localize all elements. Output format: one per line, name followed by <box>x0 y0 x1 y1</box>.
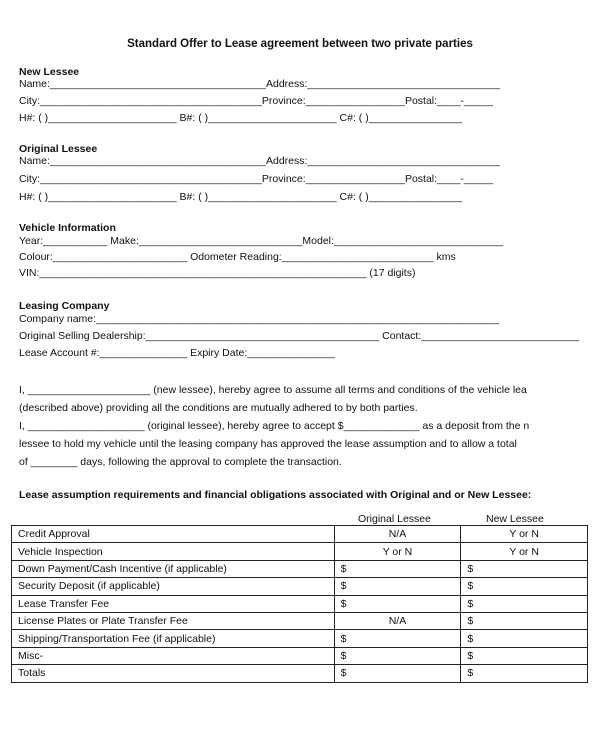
document-title: Standard Offer to Lease agreement between two private parties <box>127 38 473 50</box>
vehicle-info-heading: Vehicle Information <box>19 222 116 234</box>
requirement-label: Misc- <box>12 647 335 664</box>
requirement-label: Shipping/Transportation Fee (if applicable) <box>12 630 335 647</box>
table-row <box>12 612 588 629</box>
original-lessee-cell[interactable]: N/A <box>334 612 461 629</box>
original-lessee-cell[interactable]: $ <box>334 578 461 595</box>
column-header-original-lessee: Original Lessee <box>358 513 431 525</box>
vehicle-year-make-model-line[interactable]: Year:___________ Make:____________________________Model:_____________________________ <box>19 235 504 247</box>
original-lessee-name-address-line[interactable]: Name:_____________________________________Address:_________________________________ <box>19 155 501 167</box>
table-row <box>12 560 588 577</box>
requirements-heading: Lease assumption requirements and financial obligations associated with Original and or New Lessee: <box>19 489 532 501</box>
agreement-original-lessee-line-3[interactable]: of ________ days, following the approval to complete the transaction. <box>19 456 342 468</box>
new-lessee-cell[interactable]: $ <box>461 578 588 595</box>
agreement-original-lessee-line-2: lessee to hold my vehicle until the leasing company has approved the lease assumption and to allow a total <box>19 438 517 450</box>
original-lessee-cell[interactable]: $ <box>334 560 461 577</box>
original-lessee-cell[interactable]: $ <box>334 630 461 647</box>
new-lessee-cell[interactable]: $ <box>461 665 588 682</box>
table-row <box>12 630 588 647</box>
new-lessee-cell[interactable]: $ <box>461 595 588 612</box>
original-lessee-cell[interactable]: $ <box>334 665 461 682</box>
lease-account-expiry-line[interactable]: Lease Account #:_______________ Expiry Date:_______________ <box>19 347 335 359</box>
new-lessee-city-province-postal-line[interactable]: City:______________________________________Province:_________________Postal:____-_____ <box>19 95 494 107</box>
new-lessee-cell[interactable]: Y or N <box>461 543 588 560</box>
agreement-new-lessee-line-1[interactable]: I, _____________________ (new lessee), hereby agree to assume all terms and conditions of the vehicle lea <box>19 384 527 396</box>
table-row <box>12 647 588 664</box>
dealership-contact-line[interactable]: Original Selling Dealership:________________________________________ Contact:___________________________ <box>19 330 579 342</box>
original-lessee-phone-line[interactable]: H#: ( )______________________ B#: ( )______________________ C#: ( )________________ <box>19 191 463 203</box>
vehicle-vin-line[interactable]: VIN:________________________________________________________ (17 digits) <box>19 267 416 279</box>
original-lessee-cell[interactable]: $ <box>334 647 461 664</box>
new-lessee-cell[interactable]: $ <box>461 630 588 647</box>
requirement-label: Lease Transfer Fee <box>12 595 335 612</box>
original-lessee-cell[interactable]: $ <box>334 595 461 612</box>
column-header-new-lessee: New Lessee <box>486 513 544 525</box>
table-row <box>12 595 588 612</box>
leasing-company-heading: Leasing Company <box>19 300 110 312</box>
requirement-label: Credit Approval <box>12 526 335 543</box>
requirement-label: Vehicle Inspection <box>12 543 335 560</box>
vehicle-colour-odometer-line[interactable]: Colour:_______________________ Odometer Reading:__________________________ kms <box>19 251 456 263</box>
agreement-new-lessee-line-2: (described above) providing all the conditions are mutually adhered to by both parties. <box>19 402 418 414</box>
new-lessee-cell[interactable]: $ <box>461 647 588 664</box>
requirements-table <box>11 525 588 683</box>
table-row <box>12 526 588 543</box>
original-lessee-cell[interactable]: Y or N <box>334 543 461 560</box>
leasing-company-name-line[interactable]: Company name:_____________________________________________________________________ <box>19 313 499 325</box>
requirement-label: Totals <box>12 665 335 682</box>
new-lessee-phone-line[interactable]: H#: ( )______________________ B#: ( )______________________ C#: ( )________________ <box>19 112 463 124</box>
original-lessee-city-province-postal-line[interactable]: City:______________________________________Province:_________________Postal:____-_____ <box>19 173 494 185</box>
new-lessee-cell[interactable]: Y or N <box>461 526 588 543</box>
new-lessee-cell[interactable]: $ <box>461 560 588 577</box>
table-row <box>12 665 588 682</box>
new-lessee-cell[interactable]: $ <box>461 612 588 629</box>
requirement-label: License Plates or Plate Transfer Fee <box>12 612 335 629</box>
original-lessee-cell[interactable]: N/A <box>334 526 461 543</box>
new-lessee-name-address-line[interactable]: Name:_____________________________________Address:_________________________________ <box>19 78 501 90</box>
table-row <box>12 543 588 560</box>
requirement-label: Down Payment/Cash Incentive (if applicable) <box>12 560 335 577</box>
new-lessee-heading: New Lessee <box>19 66 80 78</box>
original-lessee-heading: Original Lessee <box>19 143 98 155</box>
agreement-original-lessee-line-1[interactable]: I, ____________________ (original lessee), hereby agree to accept $_____________ as a deposit from the n <box>19 420 530 432</box>
table-row <box>12 578 588 595</box>
requirement-label: Security Deposit (if applicable) <box>12 578 335 595</box>
